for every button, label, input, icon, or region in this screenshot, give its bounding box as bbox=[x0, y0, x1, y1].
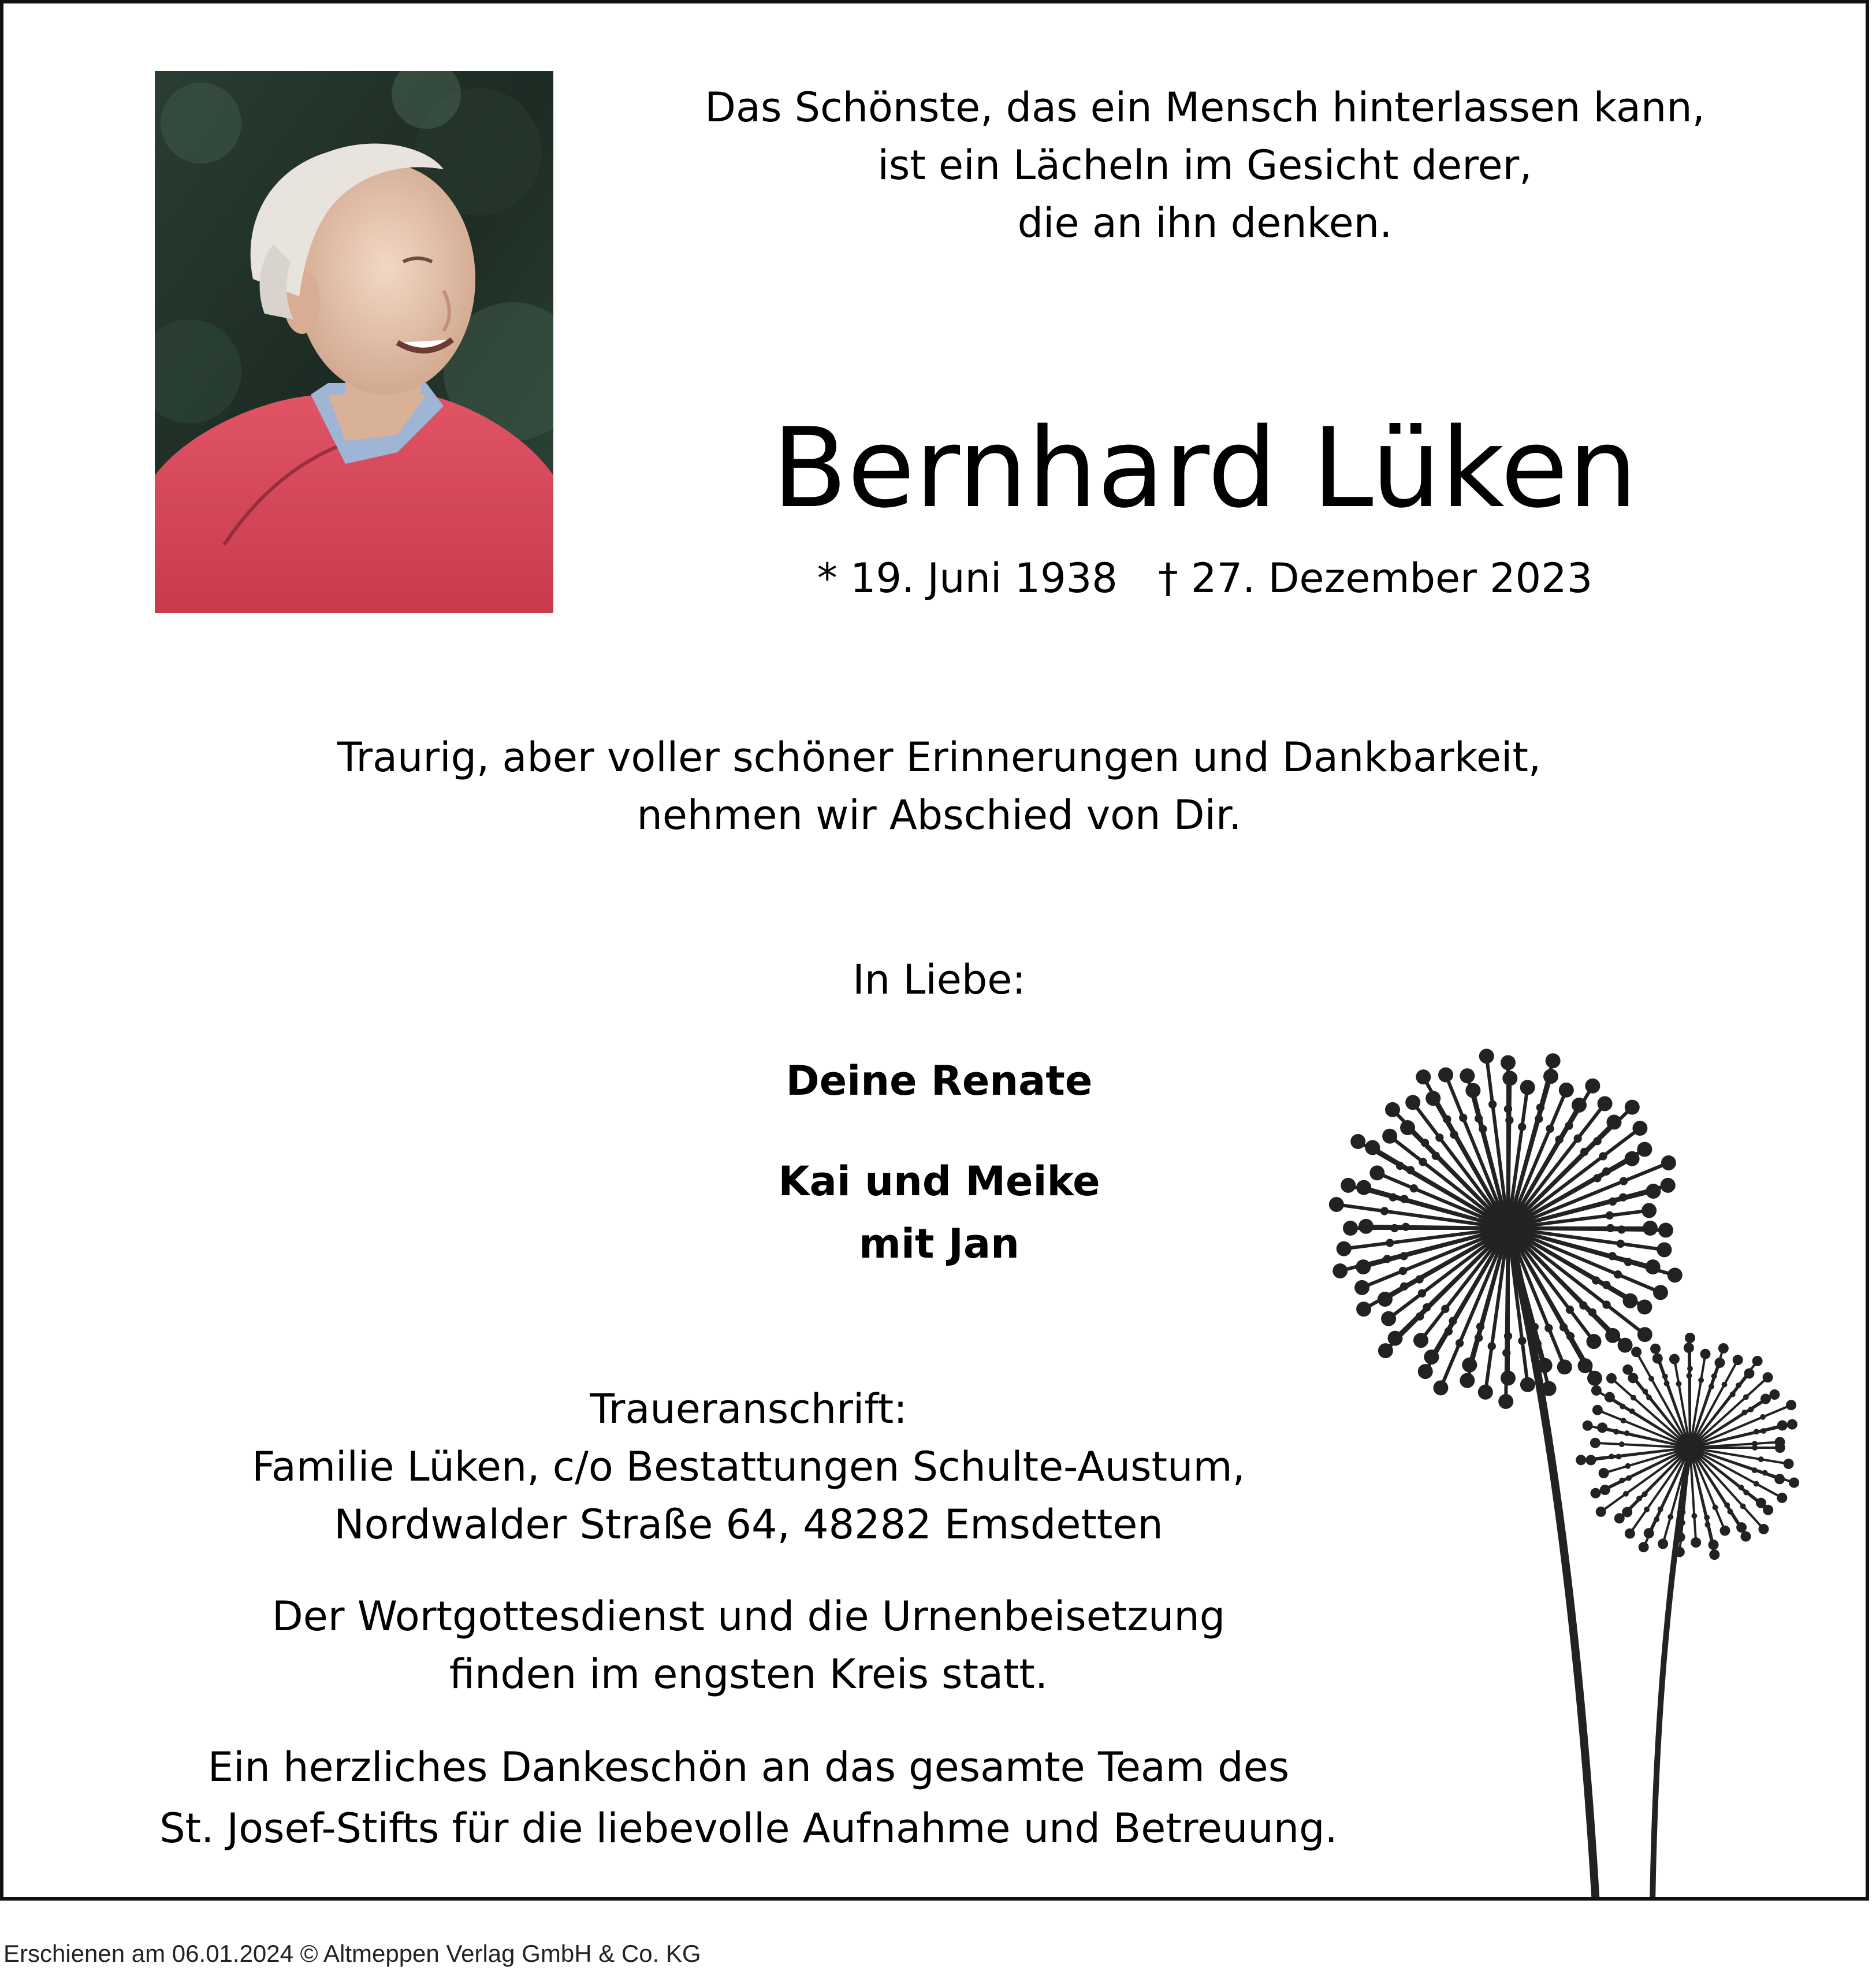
service-line: finden im engsten Kreis statt. bbox=[449, 1650, 1048, 1698]
quote-line: Das Schönste, das ein Mensch hinterlassen kann, bbox=[705, 84, 1705, 131]
family-line: mit Jan bbox=[859, 1220, 1019, 1267]
life-dates bbox=[581, 549, 1829, 607]
farewell-line: nehmen wir Abschied von Dir. bbox=[636, 791, 1242, 839]
service-info bbox=[119, 1587, 1378, 1703]
death-date: † 27. Dezember 2023 bbox=[1157, 555, 1593, 602]
quote-line: ist ein Lächeln im Gesicht derer, bbox=[877, 142, 1532, 189]
portrait-image bbox=[155, 71, 553, 613]
memorial-quote bbox=[581, 79, 1829, 252]
birth-date: * 19. Juni 1938 bbox=[817, 555, 1118, 602]
dandelion-icon bbox=[1309, 1009, 1829, 1901]
thanks-text bbox=[96, 1737, 1401, 1859]
mourning-address bbox=[119, 1380, 1378, 1553]
address-line: Familie Lüken, c/o Bestattungen Schulte-Austum, bbox=[252, 1443, 1245, 1490]
thanks-line: Ein herzliches Dankeschön an das gesamte Team des bbox=[207, 1743, 1290, 1791]
quote-line: die an ihn denken. bbox=[1017, 199, 1393, 247]
family-line: Kai und Meike bbox=[778, 1158, 1100, 1205]
farewell-line: Traurig, aber voller schöner Erinnerungen und Dankbarkeit, bbox=[337, 734, 1542, 781]
family-renate: Deine Renate bbox=[786, 1057, 1093, 1105]
dandelion-drawing bbox=[1309, 1009, 1829, 1901]
thanks-line: St. Josef-Stifts für die liebevolle Aufnahme und Betreuung. bbox=[159, 1805, 1338, 1852]
service-line: Der Wortgottesdienst und die Urnenbeisetzung bbox=[271, 1593, 1226, 1640]
farewell-text bbox=[131, 728, 1748, 844]
portrait-photo bbox=[155, 71, 553, 613]
deceased-name: Bernhard Lüken bbox=[772, 404, 1638, 532]
publication-footer: Erschienen am 06.01.2024 © Altmeppen Verlag GmbH & Co. KG bbox=[3, 1940, 701, 1967]
address-line: Traueranschrift: bbox=[590, 1385, 907, 1433]
family-kai-meike bbox=[708, 1150, 1170, 1275]
in-love-label: In Liebe: bbox=[853, 956, 1026, 1003]
address-line: Nordwalder Straße 64, 48282 Emsdetten bbox=[334, 1501, 1163, 1548]
